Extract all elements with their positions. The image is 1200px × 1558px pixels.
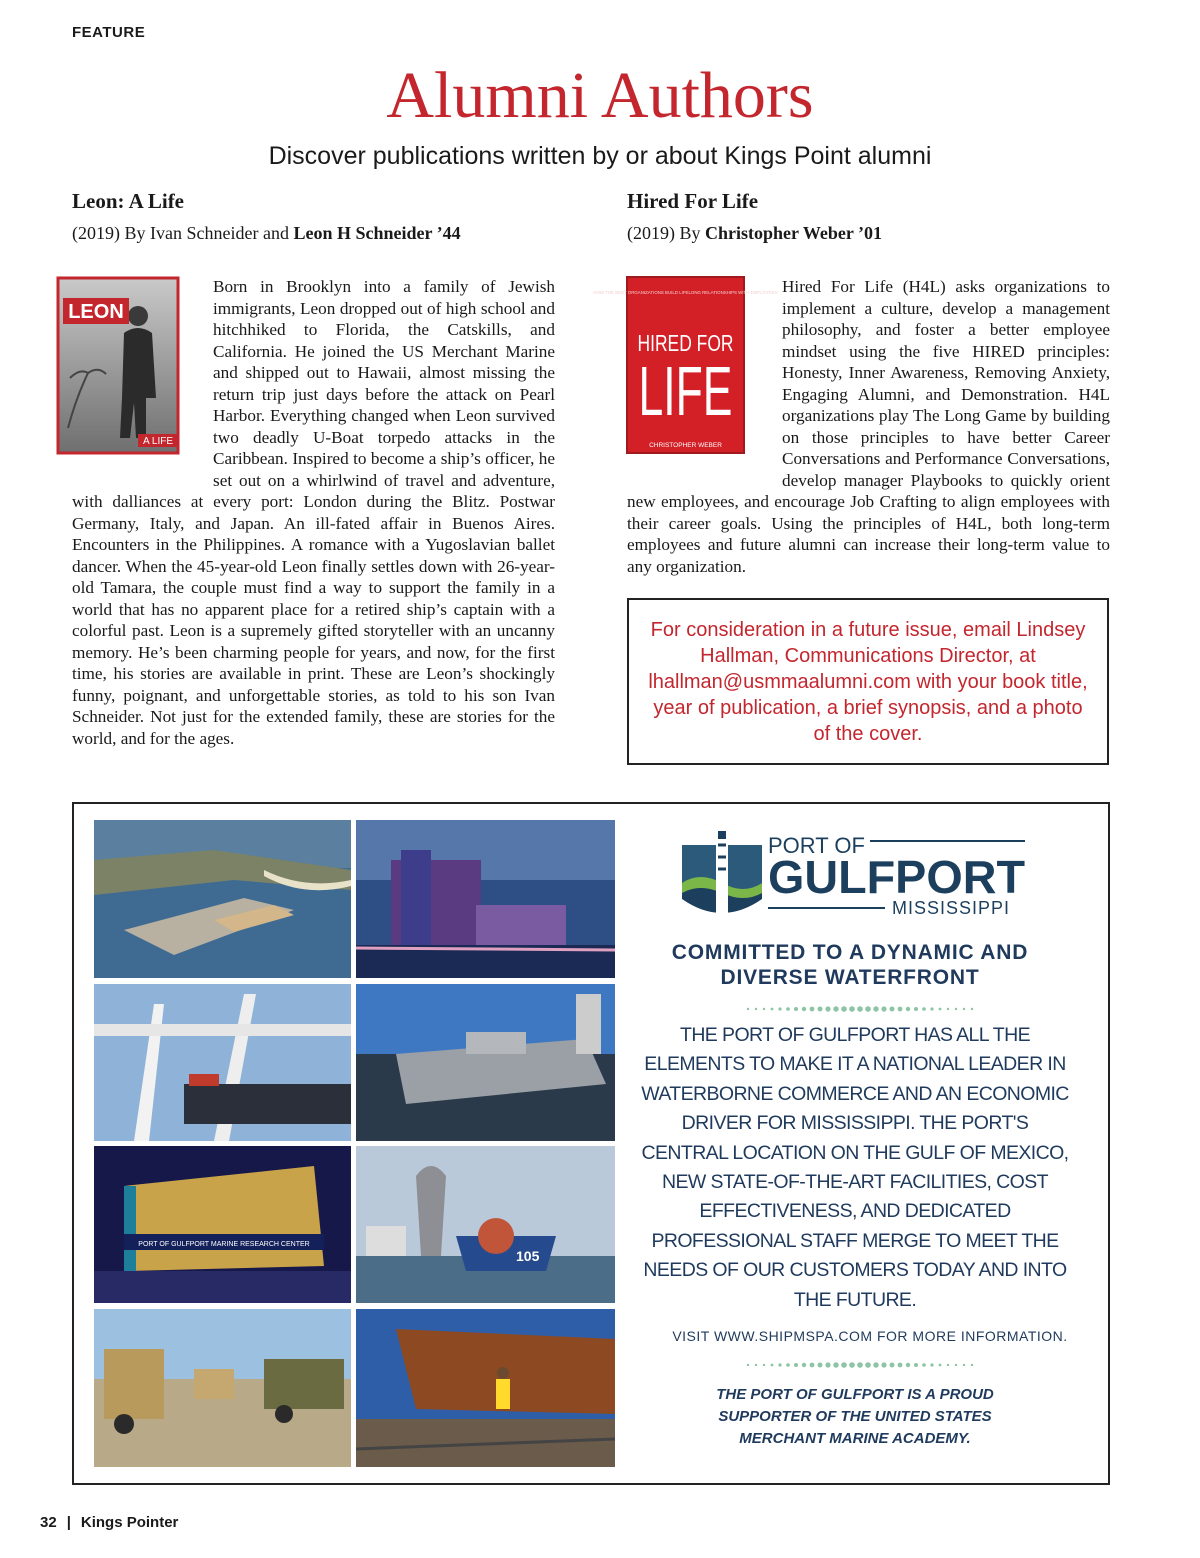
port-of-gulfport-logo [680,823,1035,923]
book2-cover-tagline: HOW THE BEST ORGANIZATIONS BUILD LIFELONG RELATIONSHIPS WITH EMPLOYEES [593,290,778,295]
hotel-skyline-photo [356,820,615,978]
page-title: Alumni Authors [386,59,814,132]
ad-headline-line1: COMMITTED TO A DYNAMIC AND [671,941,1029,964]
book1-description-text: Born in Brooklyn into a family of Jewish immigrants, Leon dropped out of high school and hitchhiked to Florida, the Catskills, and California. He joined the US Merchant Marine and shipped out to Hawaii, almost missing the return trip just days before the attack on Pearl Harbor. Everything changed when Leon survived two deadly U-Boat torpedo attacks in the Caribbean. Inspired to become a ship’s officer, he set out on a whirlwind of travel and adventure, with dalliances at every port: London during the Blitz. Postwar Germany, Italy, and Japan. An ill-fated affair in Buenos Aires. Encounters in the Philippines. A romance with a Yugoslavian ballet dancer. When the 45-year-old Leon finally settles down with 26-year-old Tamara, the couple must find a way to support the family in a world that has no apparent place for a retired ship’s captain with a colorful past. Leon is a supremely gifted storyteller with an uncanny memory. He’s been charming people for years, and now, for the first time, his stories are available in print. These are Leon’s shockingly funny, poignant, and unforgettable stories, as told to his son Ivan Schneider. Not just for the extended family, these are stories for the world, and for the ages. [72,277,555,748]
marine-research-center-photo [94,1146,351,1303]
navy-vessel-photo [356,984,615,1141]
submission-callout-text: For consideration in a future issue, email Lindsey Hallman, Communications Director, at lhallman@usmmaalumni.com with your book title, year of publication, a brief synopsis, and a photo of the cover. [648,618,1088,745]
book2-description-text: Hired For Life (H4L) asks organizations to implement a culture, develop a management philosophy, and foster a better employee mindset using the five HIRED principles: Honesty, Inner Awareness, Removing Anxiety, Engaging Alumni, and Demonstration. H4L organizations play The Long Game by building on those principles to have better Career Conversations and Performance Conversations, develop manager Playbooks to quickly orient new employees, and encourage Job Crafting to align employees with their career goals. Using the principles of H4L, both long-term employees and future alumni can increase their long-term value to any organization. [627,277,1110,576]
book2-cover-title-top: HIRED FOR [637,330,734,356]
ad-headline-line2: DIVERSE WATERFRONT [720,966,980,989]
ad-headline [640,940,1060,990]
book1-byline-prefix: (2019) By Ivan Schneider and [72,223,294,243]
book2-byline [627,223,882,244]
book2-title: Hired For Life [627,189,759,213]
ad-website-line: VISIT WWW.SHIPMSPA.COM FOR MORE INFORMATION. [672,1328,1068,1344]
decorative-dot-divider [745,1006,975,1012]
page-number: 32 [40,1514,57,1531]
book2-byline-author: Christopher Weber ’01 [705,223,883,243]
vessel-hull-number: 105 [516,1248,540,1264]
book1-byline [72,223,461,244]
book1-byline-author: Leon H Schneider ’44 [293,223,461,243]
ad-body: THE PORT OF GULFPORT HAS ALL THE ELEMENTS TO MAKE IT A NATIONAL LEADER IN WATERBORNE COMMERCE AND AN ECONOMIC DRIVER FOR MISSISSIPPI. THE PORT'S CENTRAL LOCATION ON THE GULF OF MEXICO, NEW STATE-OF-THE-ART FACILITIES, COST EFFECTIVENESS, AND DEDICATED PROFESSIONAL STAFF MERGE TO MEET THE NEEDS OF OUR CUSTOMERS TODAY AND INTO THE FUTURE. [641,1024,1069,1311]
book2-cover-title-bottom: LIFE [638,352,733,430]
book2-description [627,276,1110,577]
gantry-crane-photo [94,984,351,1141]
book1-cover-subtitle: A LIFE [142,436,174,447]
book2-cover-author: CHRISTOPHER WEBER [649,442,722,449]
footer-separator: | [66,1514,71,1531]
book2-cover-wrap [627,276,782,482]
publication-name: Kings Pointer [80,1514,179,1531]
page-footer [40,1514,178,1531]
logo-mississippi: MISSISSIPPI [892,898,1011,918]
research-center-sign: PORT OF GULFPORT MARINE RESEARCH CENTER [138,1241,310,1248]
page-subtitle: Discover publications written by or about Kings Point alumni [268,142,932,170]
book1-cover-wrap [72,276,213,482]
book1-title: Leon: A Life [72,189,185,213]
harbor-vessels-photo [356,1146,615,1303]
book1-cover-title: LEON [68,301,124,323]
book2-byline-prefix: (2019) By [627,223,705,243]
rail-cars-photo [356,1309,615,1467]
submission-callout [627,598,1109,765]
military-trucks-photo [94,1309,351,1467]
logo-gulfport: GULFPORT [768,851,1025,903]
aerial-port-photo [94,820,351,978]
book1-description [72,276,555,749]
section-label: FEATURE [72,24,146,41]
ad-supporter-statement: THE PORT OF GULFPORT IS A PROUD SUPPORTER OF THE UNITED STATES MERCHANT MARINE ACADEMY. [716,1386,994,1447]
decorative-dot-divider-bottom [745,1362,975,1368]
logo-port-of: PORT OF [768,833,865,858]
